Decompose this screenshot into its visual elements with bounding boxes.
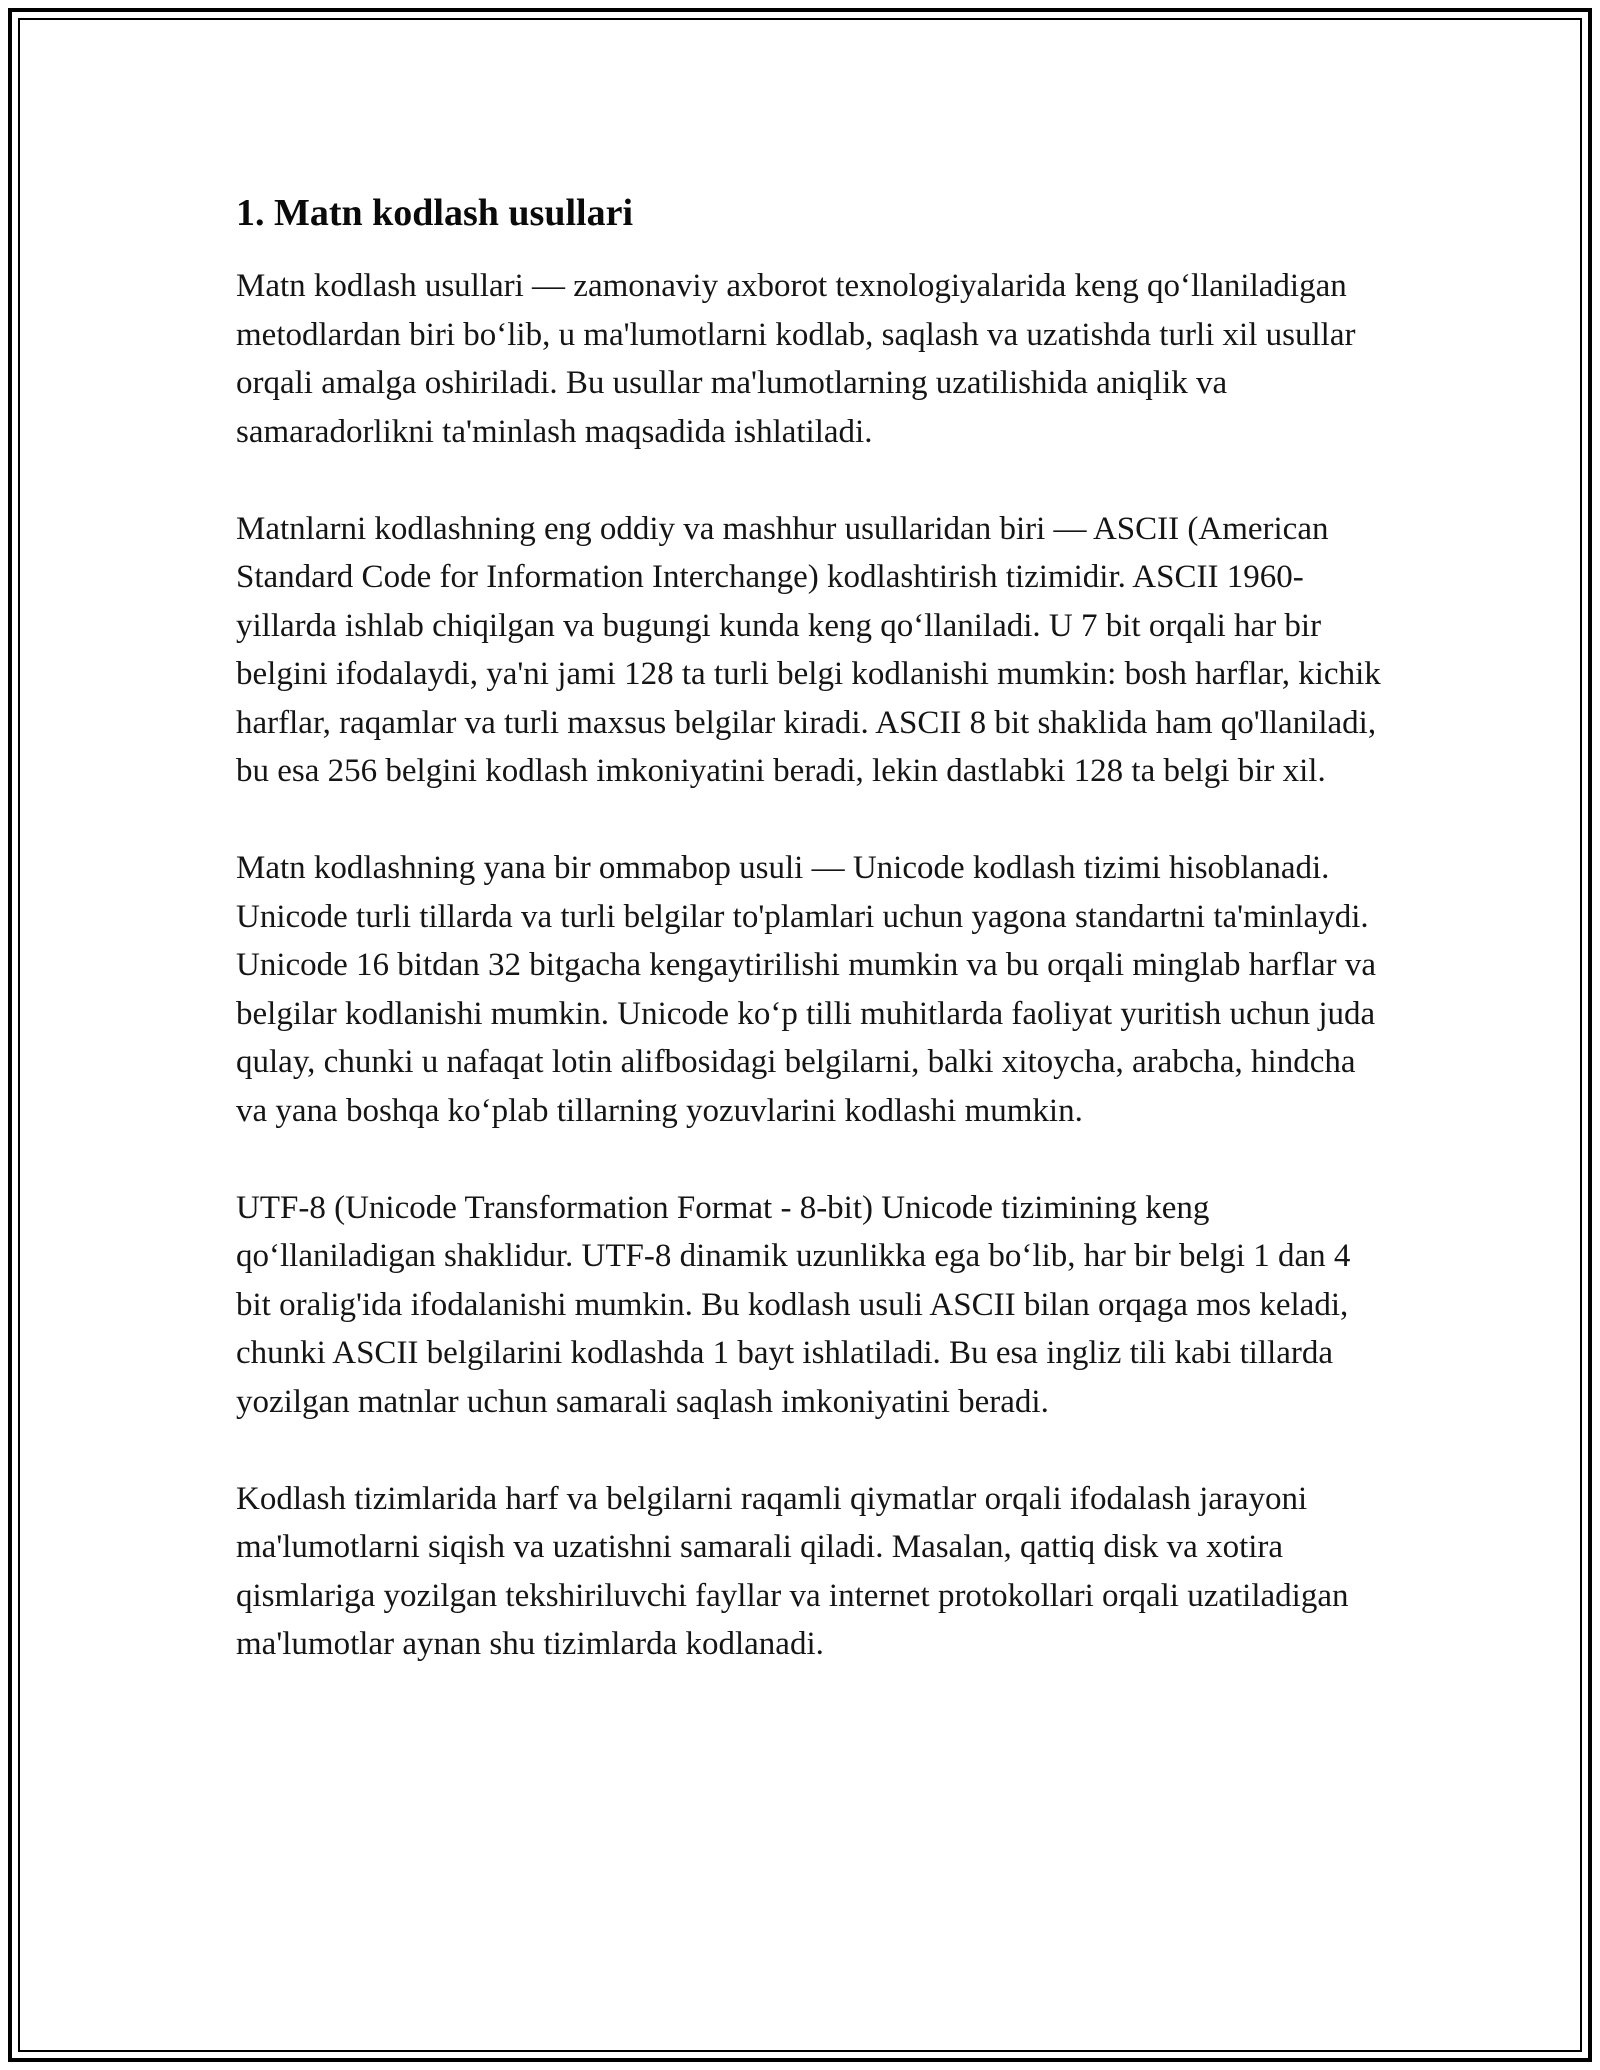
- paragraph-intro: Matn kodlash usullari — zamonaviy axborot texnologiyalarida keng qo‘llaniladigan metodlardan biri bo‘lib, u ma'lumotlarni kodlab, saqlash va uzatishda turli xil usullar orqali amalga oshiriladi. Bu usullar ma'lumotlarning uzatilishida aniqlik va samaradorlikni ta'minlash maqsadida ishlatiladi.: [236, 268, 1356, 450]
- paragraph-unicode: Matn kodlashning yana bir ommabop usuli — Unicode kodlash tizimi hisoblanadi. Unicode turli tillarda va turli belgilar to'plamlari uchun yagona standartni ta'minlaydi. Unicode 16 bitdan 32 bitgacha kengaytirilishi mumkin va bu orqali minglab harflar va belgilar kodlanishi mumkin. Unicode ko‘p tilli muhitlarda faoliyat yuritish uchun juda qulay, chunki u nafaqat lotin alifbosidagi belgilarni, balki xitoycha, arabcha, hindcha va yana boshqa ko‘plab tillarning yozuvlarini kodlashi mumkin.: [236, 850, 1377, 1129]
- paragraph-utf8: UTF-8 (Unicode Transformation Format - 8-bit) Unicode tizimining keng qo‘llaniladigan shaklidur. UTF-8 dinamik uzunlikka ega bo‘lib, har bir belgi 1 dan 4 bit oralig'ida ifodalanishi mumkin. Bu kodlash usuli ASCII bilan orqaga mos keladi, chunki ASCII belgilarini kodlashda 1 bayt ishlatiladi. Bu esa ingliz tili kabi tillarda yozilgan matnlar uchun samarali saqlash imkoniyatini beradi.: [236, 1189, 1351, 1420]
- document-body: [236, 186, 1386, 1669]
- paragraph-conclusion: Kodlash tizimlarida harf va belgilarni raqamli qiymatlar orqali ifodalash jarayoni ma'lumotlarni siqish va uzatishni samarali qiladi. Masalan, qattiq disk va xotira qismlariga yozilgan tekshiriluvchi fayllar va internet protokollari orqali uzatiladigan ma'lumotlar aynan shu tizimlarda kodlanadi.: [236, 1480, 1349, 1662]
- paragraph-ascii: Matnlarni kodlashning eng oddiy va mashhur usullaridan biri — ASCII (American Standard Code for Information Interchange) kodlashtirish tizimidir. ASCII 1960-yillarda ishlab chiqilgan va bugungi kunda keng qo‘llaniladi. U 7 bit orqali har bir belgini ifodalaydi, ya'ni jami 128 ta turli belgi kodlanishi mumkin: bosh harflar, kichik harflar, raqamlar va turli maxsus belgilar kiradi. ASCII 8 bit shaklida ham qo'llaniladi, bu esa 256 belgini kodlash imkoniyatini beradi, lekin dastlabki 128 ta belgi bir xil.: [236, 510, 1381, 789]
- section-heading: 1. Matn kodlash usullari: [236, 192, 633, 234]
